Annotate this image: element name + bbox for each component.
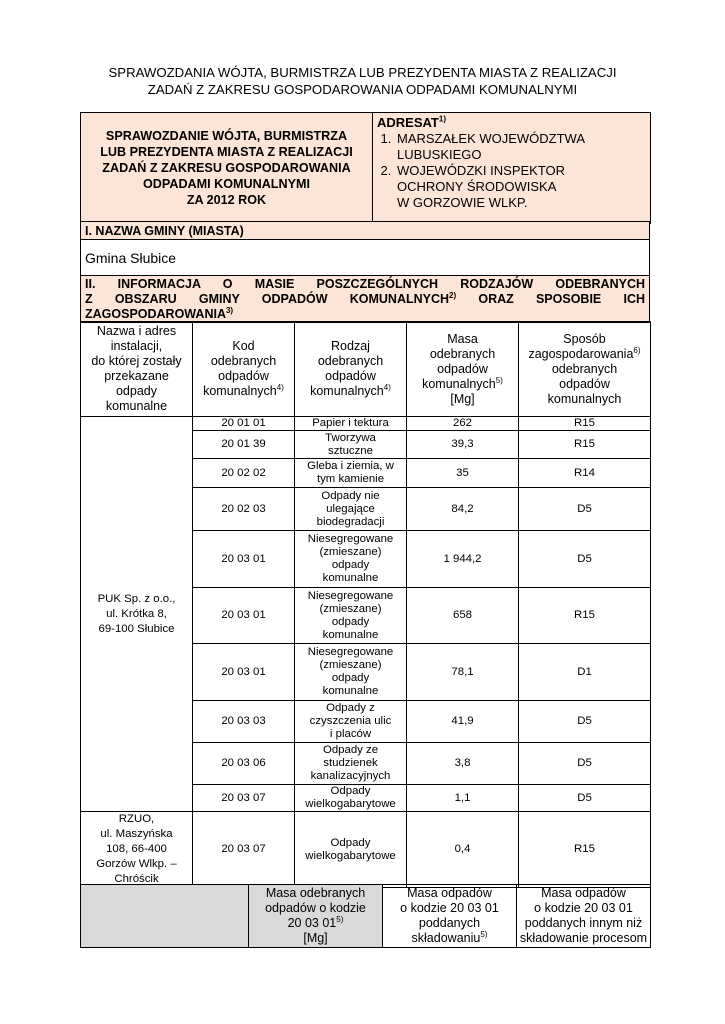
management-method: D5: [519, 785, 651, 812]
waste-type: Niesegregowane (zmieszane) odpady komunalne: [295, 644, 407, 701]
installation-puk: PUK Sp. z o.o., ul. Krótka 8, 69-100 Słubice: [81, 417, 193, 812]
management-method: D5: [519, 701, 651, 743]
summary-row: [80, 884, 650, 948]
section-1-heading: I. NAZWA GMINY (MIASTA): [80, 221, 650, 240]
report-header: [80, 112, 650, 222]
waste-mass: 0,4: [407, 812, 519, 888]
summary-empty-cell: [81, 885, 249, 948]
management-method: D5: [519, 488, 651, 531]
waste-type: Niesegregowane (zmieszane) odpady komunalne: [295, 531, 407, 588]
management-method: D5: [519, 743, 651, 785]
addressee-item: 2. WOJEWÓDZKI INSPEKTOR OCHRONY ŚRODOWISKA W GORZOWIE WLKP.: [395, 163, 646, 211]
report-title: SPRAWOZDANIE WÓJTA, BURMISTRZA LUB PREZYDENTA MIASTA Z REALIZACJI ZADAŃ Z ZAKRESU GOSPODAROWANIA ODPADAMI KOMUNALNYMI ZA 2012 ROK: [81, 113, 373, 224]
management-method: R15: [519, 588, 651, 644]
waste-mass: 84,2: [407, 488, 519, 531]
installation-rzuo: RZUO, ul. Maszyńska 108, 66-400 Gorzów Wlkp. – Chróścik: [81, 812, 193, 888]
waste-code: 20 03 01: [193, 644, 295, 701]
document-title-line: ZADAŃ Z ZAKRESU GOSPODAROWANIA ODPADAMI KOMUNALNYMI: [147, 82, 578, 97]
waste-type: Papier i tektura: [295, 417, 407, 431]
col-header-mass: Masa odebranych odpadów komunalnych$^{5)}$ [Mg]: [407, 322, 519, 417]
waste-code: 20 03 01: [193, 588, 295, 644]
waste-mass: 262: [407, 417, 519, 431]
summary-mass-collected: Masa odebranych odpadów o kodzie 20 03 01$^{5)}$ [Mg]: [249, 885, 383, 948]
waste-code: 20 02 03: [193, 488, 295, 531]
section-2-heading: II. INFORMACJA O MASIE POSZCZEGÓLNYCH RODZAJÓW ODEBRANYCH Z OBSZARU GMINY ODPADÓW KOMUNALNYCH$^{2)}$ ORAZ SPOSOBIE ICH ZAGOSPODAROWANIA$^{3)}$: [80, 275, 650, 323]
management-method: R15: [519, 417, 651, 431]
waste-type: Odpady nie ulegające biodegradacji: [295, 488, 407, 531]
waste-code: 20 01 39: [193, 431, 295, 459]
document-title: [60, 64, 665, 98]
document-title-line: SPRAWOZDANIA WÓJTA, BURMISTRZA LUB PREZYDENTA MIASTA Z REALIZACJI: [108, 65, 617, 80]
waste-type: Odpady wielkogabarytowe: [295, 785, 407, 812]
waste-code: 20 03 07: [193, 785, 295, 812]
waste-type: Gleba i ziemia, w tym kamienie: [295, 459, 407, 488]
waste-mass: 1,1: [407, 785, 519, 812]
waste-type: Odpady ze studzienek kanalizacyjnych: [295, 743, 407, 785]
waste-mass: 1 944,2: [407, 531, 519, 588]
table-row: [81, 417, 651, 431]
waste-code: 20 03 03: [193, 701, 295, 743]
waste-type: Niesegregowane (zmieszane) odpady komunalne: [295, 588, 407, 644]
waste-code: 20 03 06: [193, 743, 295, 785]
waste-type: Tworzywa sztuczne: [295, 431, 407, 459]
waste-mass: 3,8: [407, 743, 519, 785]
waste-mass: 41,9: [407, 701, 519, 743]
col-header-type: Rodzaj odebranych odpadów komunalnych$^{4)}$: [295, 322, 407, 417]
table-body: [81, 417, 651, 888]
waste-code: 20 03 07: [193, 812, 295, 888]
waste-code: 20 01 01: [193, 417, 295, 431]
waste-mass: 658: [407, 588, 519, 644]
table-row: [81, 812, 651, 888]
management-method: R14: [519, 459, 651, 488]
addressee-label: ADRESAT$^{1)}$: [377, 114, 446, 130]
col-header-installation: Nazwa i adres instalacji, do której zostały przekazane odpady komunalne: [81, 322, 193, 417]
waste-mass: 78,1: [407, 644, 519, 701]
waste-code: 20 02 02: [193, 459, 295, 488]
summary-mass-other-processes: Masa odpadów o kodzie 20 03 01 poddanych innym niż składowanie procesom: [517, 885, 651, 948]
management-method: D5: [519, 531, 651, 588]
waste-type: Odpady wielkogabarytowe: [295, 812, 407, 888]
addressee-block: [373, 113, 651, 224]
waste-type: Odpady z czyszczenia ulic i placów: [295, 701, 407, 743]
management-method: D1: [519, 644, 651, 701]
management-method: R15: [519, 431, 651, 459]
waste-mass: 39,3: [407, 431, 519, 459]
addressee-item: 1. MARSZAŁEK WOJEWÓDZTWA LUBUSKIEGO: [395, 131, 646, 163]
col-header-method: Sposób zagospodarowania$^{6)}$ odebranych odpadów komunalnych: [519, 322, 651, 417]
waste-mass: 35: [407, 459, 519, 488]
waste-code: 20 03 01: [193, 531, 295, 588]
col-header-code: Kod odebranych odpadów komunalnych$^{4)}$: [193, 322, 295, 417]
waste-table: [80, 321, 650, 888]
municipality-name: Gmina Słubice: [80, 239, 650, 277]
summary-mass-landfilled: Masa odpadów o kodzie 20 03 01 poddanych składowaniu$^{5)}$: [383, 885, 517, 948]
management-method: R15: [519, 812, 651, 888]
